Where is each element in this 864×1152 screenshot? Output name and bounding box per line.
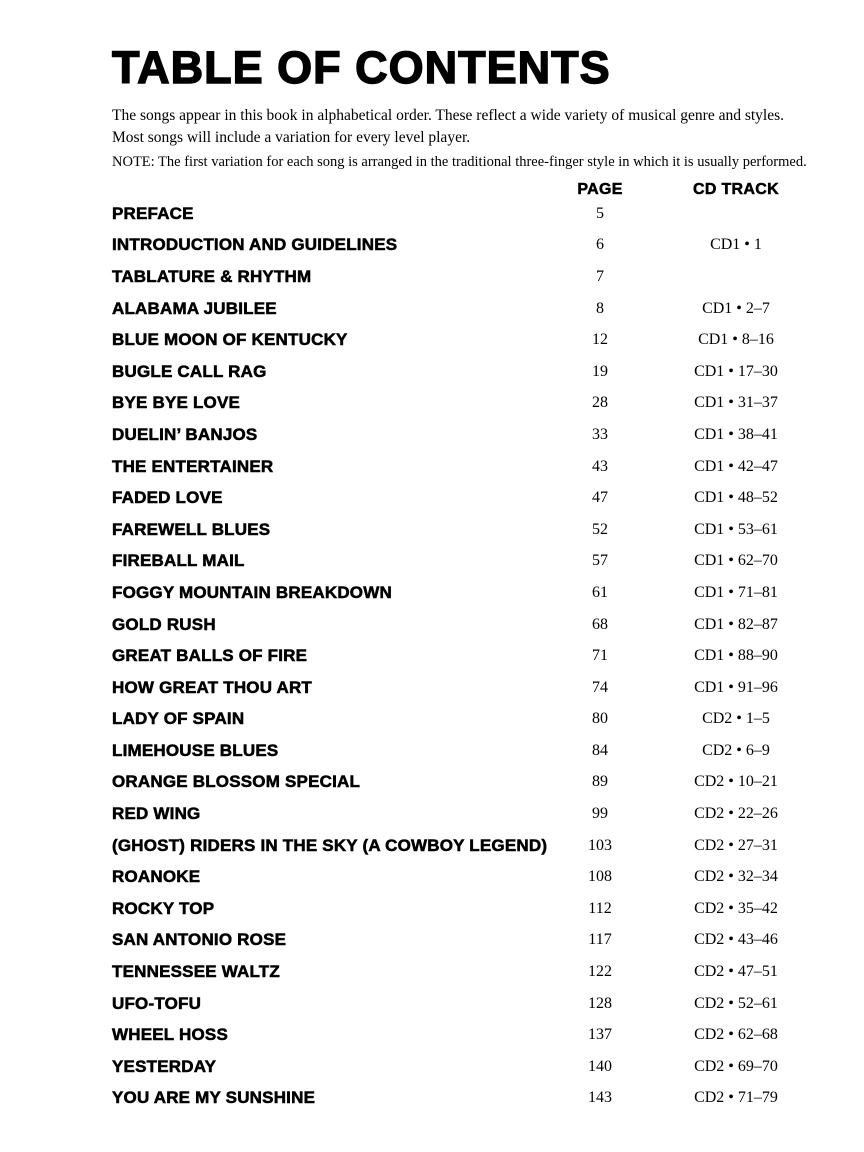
page-number: 80 xyxy=(592,710,608,728)
table-row xyxy=(112,230,824,262)
table-row xyxy=(112,704,824,736)
page-number: 43 xyxy=(592,457,608,475)
song-title: ROANOKE xyxy=(112,867,201,887)
cd-track-range: CD2 • 32–34 xyxy=(694,868,778,886)
cd-track-range: CD2 • 1–5 xyxy=(702,710,770,728)
page-number: 57 xyxy=(592,552,608,570)
cd-track-range: CD1 • 8–16 xyxy=(698,331,774,349)
cd-track-range: CD1 • 82–87 xyxy=(694,615,778,633)
cd-track-range: CD1 • 38–41 xyxy=(694,425,778,443)
song-title: RED WING xyxy=(112,804,201,824)
table-row xyxy=(112,925,824,957)
cd-track-range: CD1 • 48–52 xyxy=(694,489,778,507)
song-title: FADED LOVE xyxy=(112,488,223,508)
song-title: TENNESSEE WALTZ xyxy=(112,962,280,982)
song-title: BLUE MOON OF KENTUCKY xyxy=(112,330,348,350)
cd-track-range: CD1 • 53–61 xyxy=(694,520,778,538)
cd-track-range: CD1 • 1 xyxy=(710,236,762,254)
page-number: 84 xyxy=(592,741,608,759)
intro-paragraph xyxy=(112,105,812,149)
table-row xyxy=(112,293,824,325)
page-number: 47 xyxy=(592,489,608,507)
toc-table xyxy=(112,182,824,1114)
cd-track-range: CD2 • 52–61 xyxy=(694,994,778,1012)
cd-track-range: CD2 • 22–26 xyxy=(694,805,778,823)
table-row xyxy=(112,514,824,546)
table-row xyxy=(112,324,824,356)
table-row xyxy=(112,798,824,830)
song-title: FAREWELL BLUES xyxy=(112,519,271,539)
song-title: PREFACE xyxy=(112,203,194,223)
cd-track-range: CD2 • 6–9 xyxy=(702,741,770,759)
table-row xyxy=(112,861,824,893)
page-number: 8 xyxy=(596,299,604,317)
note-paragraph: NOTE: The first variation for each song is arranged in the traditional three-finger style in which it is usually performed. xyxy=(112,154,807,170)
cd-track-range: CD2 • 62–68 xyxy=(694,1026,778,1044)
song-title: FIREBALL MAIL xyxy=(112,551,245,571)
page-number: 6 xyxy=(596,236,604,254)
page-number: 117 xyxy=(588,931,612,949)
cd-track-range: CD2 • 71–79 xyxy=(694,1089,778,1107)
page-number: 19 xyxy=(592,362,608,380)
table-row xyxy=(112,1051,824,1083)
song-title: BYE BYE LOVE xyxy=(112,393,241,413)
cd-track-range: CD1 • 17–30 xyxy=(694,362,778,380)
cd-track-range: CD2 • 35–42 xyxy=(694,899,778,917)
page-title: TABLE OF CONTENTS xyxy=(112,42,611,93)
table-row xyxy=(112,482,824,514)
column-headers xyxy=(112,182,824,198)
song-title: ROCKY TOP xyxy=(112,898,215,918)
table-row xyxy=(112,546,824,578)
song-title: GREAT BALLS OF FIRE xyxy=(112,646,308,666)
song-title: LIMEHOUSE BLUES xyxy=(112,740,279,760)
table-row xyxy=(112,988,824,1020)
cd-track-range: CD1 • 71–81 xyxy=(694,583,778,601)
table-row xyxy=(112,419,824,451)
page-number: 122 xyxy=(588,963,612,981)
column-header-cd-track: CD TRACK xyxy=(693,181,779,198)
cd-track-range: CD1 • 62–70 xyxy=(694,552,778,570)
intro-line-2: Most songs will include a variation for every level player. xyxy=(112,129,471,146)
song-title: (GHOST) RIDERS IN THE SKY (A COWBOY LEGEND) xyxy=(112,835,548,855)
table-row xyxy=(112,893,824,925)
page-number: 108 xyxy=(588,868,612,886)
cd-track-range: CD1 • 91–96 xyxy=(694,678,778,696)
table-row xyxy=(112,451,824,483)
cd-track-range: CD1 • 2–7 xyxy=(702,299,770,317)
page-number: 5 xyxy=(596,204,604,222)
song-title: YOU ARE MY SUNSHINE xyxy=(112,1088,316,1108)
table-row xyxy=(112,198,824,230)
song-title: ORANGE BLOSSOM SPECIAL xyxy=(112,772,361,792)
song-title: INTRODUCTION AND GUIDELINES xyxy=(112,235,398,255)
song-title: HOW GREAT THOU ART xyxy=(112,677,313,697)
cd-track-range: CD2 • 69–70 xyxy=(694,1057,778,1075)
page-number: 33 xyxy=(592,425,608,443)
table-row xyxy=(112,261,824,293)
cd-track-range: CD1 • 88–90 xyxy=(694,647,778,665)
cd-track-range: CD2 • 10–21 xyxy=(694,773,778,791)
song-title: SAN ANTONIO ROSE xyxy=(112,930,287,950)
cd-track-range: CD2 • 47–51 xyxy=(694,963,778,981)
column-header-page: PAGE xyxy=(577,181,623,198)
song-title: WHEEL HOSS xyxy=(112,1025,228,1045)
song-title: UFO-TOFU xyxy=(112,993,202,1013)
table-row xyxy=(112,640,824,672)
cd-track-range: CD1 • 42–47 xyxy=(694,457,778,475)
page-number: 143 xyxy=(588,1089,612,1107)
page-number: 128 xyxy=(588,994,612,1012)
page-number: 28 xyxy=(592,394,608,412)
table-row xyxy=(112,767,824,799)
song-title: FOGGY MOUNTAIN BREAKDOWN xyxy=(112,582,392,602)
toc-rows xyxy=(112,198,824,1114)
table-row xyxy=(112,1019,824,1051)
page-number: 61 xyxy=(592,583,608,601)
page-number: 140 xyxy=(588,1057,612,1075)
page-number: 52 xyxy=(592,520,608,538)
page-number: 112 xyxy=(588,899,612,917)
cd-track-range: CD2 • 43–46 xyxy=(694,931,778,949)
page-number: 12 xyxy=(592,331,608,349)
page-number: 99 xyxy=(592,805,608,823)
song-title: GOLD RUSH xyxy=(112,614,216,634)
page-number: 71 xyxy=(592,647,608,665)
song-title: TABLATURE & RHYTHM xyxy=(112,266,312,286)
cd-track-range: CD1 • 31–37 xyxy=(694,394,778,412)
page-number: 89 xyxy=(592,773,608,791)
table-row xyxy=(112,356,824,388)
song-title: LADY OF SPAIN xyxy=(112,709,245,729)
intro-line-1: The songs appear in this book in alphabetical order. These reflect a wide variety of musical genre and styles. xyxy=(112,107,785,124)
table-row xyxy=(112,830,824,862)
song-title: DUELIN’ BANJOS xyxy=(112,424,258,444)
page-number: 7 xyxy=(596,267,604,285)
table-row xyxy=(112,956,824,988)
song-title: ALABAMA JUBILEE xyxy=(112,298,277,318)
page-number: 74 xyxy=(592,678,608,696)
cd-track-range: CD2 • 27–31 xyxy=(694,836,778,854)
table-row xyxy=(112,735,824,767)
song-title: BUGLE CALL RAG xyxy=(112,361,267,381)
page-number: 137 xyxy=(588,1026,612,1044)
table-row xyxy=(112,388,824,420)
table-row xyxy=(112,1083,824,1115)
table-row xyxy=(112,609,824,641)
table-row xyxy=(112,577,824,609)
table-row xyxy=(112,672,824,704)
page-number: 68 xyxy=(592,615,608,633)
song-title: THE ENTERTAINER xyxy=(112,456,274,476)
page-number: 103 xyxy=(588,836,612,854)
song-title: YESTERDAY xyxy=(112,1056,217,1076)
